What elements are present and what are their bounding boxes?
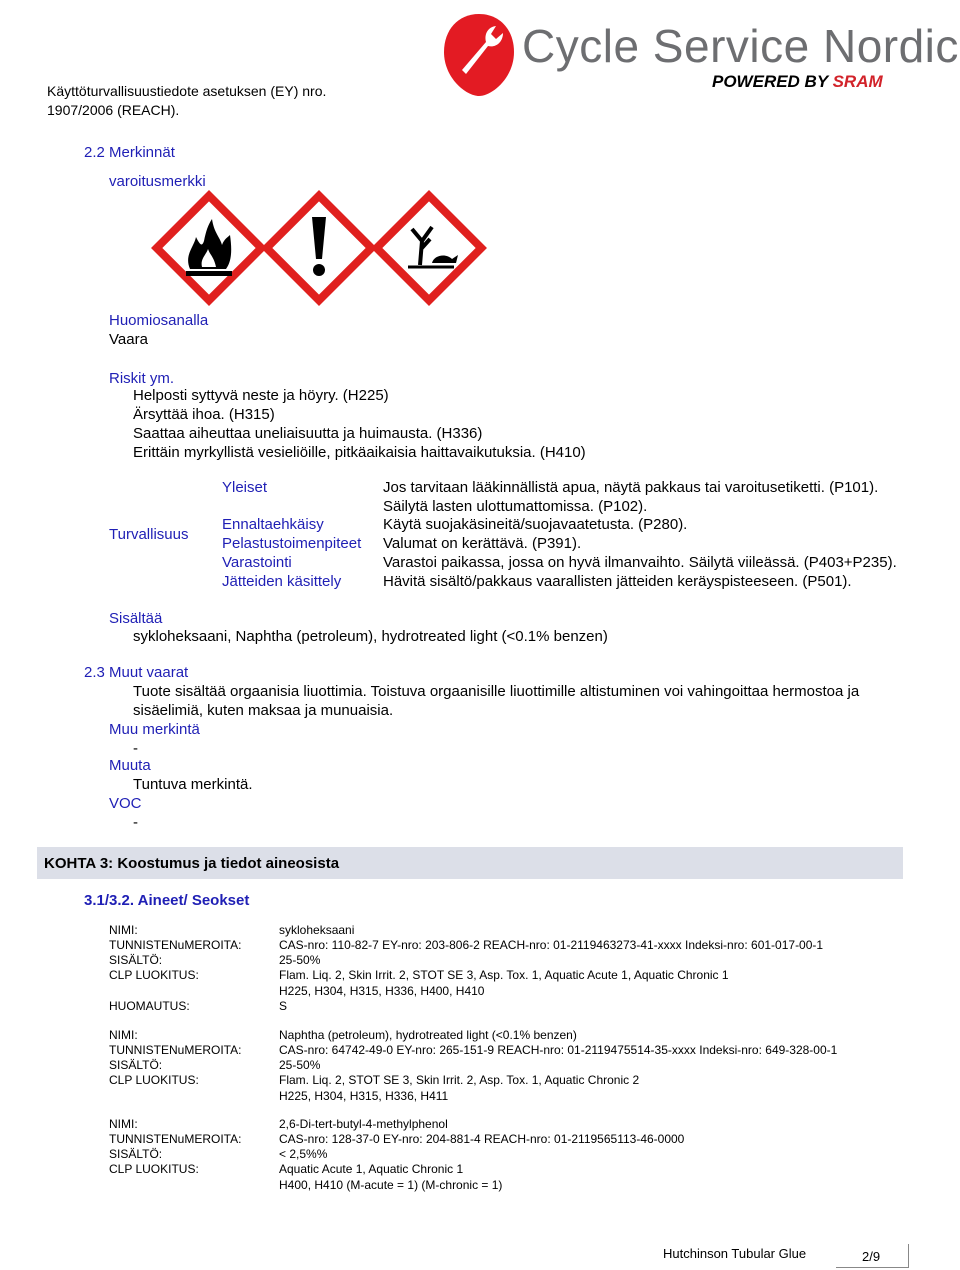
contains-label: Sisältää [109, 610, 163, 627]
ingredient-field-value: CAS-nro: 110-82-7 EY-nro: 203-806-2 REACH-nro: 01-2119463273-41-xxxx Indeksi-nro: 601-017-00-1 [279, 938, 824, 952]
ingredient-field-label: SISÄLTÖ: [109, 1058, 163, 1072]
footer-product-name: Hutchinson Tubular Glue [663, 1246, 807, 1261]
ingredient-field-value: CAS-nro: 128-37-0 EY-nro: 204-881-4 REACH-nro: 01-2119565113-46-0000 [279, 1132, 685, 1146]
ingredient-field-label: SISÄLTÖ: [109, 953, 163, 967]
exclamation-icon [260, 189, 378, 307]
safety-statement: Valumat on kerättävä. (P391). [383, 535, 582, 552]
misc-value: Tuntuva merkintä. [133, 776, 253, 793]
ingredient-field-label: TUNNISTENuMEROITA: [109, 1043, 242, 1057]
safety-statement: Käytä suojakäsineitä/suojavaatetusta. (P280). [383, 516, 688, 533]
ingredient-field-value: 25-50% [279, 1058, 321, 1072]
ingredient-field-value: H225, H304, H315, H336, H400, H410 [279, 984, 485, 998]
safety-statement: Jos tarvitaan lääkinnällistä apua, näytä pakkaus tai varoitusetiketti. (P101). [383, 479, 879, 496]
ingredient-field-label: CLP LUOKITUS: [109, 968, 199, 982]
ingredient-field-value: Flam. Liq. 2, STOT SE 3, Skin Irrit. 2, Asp. Tox. 1, Aquatic Chronic 2 [279, 1073, 640, 1087]
ingredient-field-label: CLP LUOKITUS: [109, 1162, 199, 1176]
ingredient-field-label: NIMI: [109, 923, 138, 937]
ingredient-field-value: H225, H304, H315, H336, H411 [279, 1089, 449, 1103]
ingredient-field-value: 25-50% [279, 953, 321, 967]
section-3-header [37, 847, 903, 879]
wrench-logo-icon [442, 12, 516, 98]
section-2-3-title: 2.3 Muut vaarat [84, 664, 189, 681]
ingredient-field-label: HUOMAUTUS: [109, 999, 190, 1013]
other-hazards-text: sisäelimiä, kuten maksaa ja munuaisia. [133, 702, 394, 719]
logo-tagline-prefix: POWERED BY [712, 72, 833, 91]
document-header [47, 82, 326, 120]
safety-label: Turvallisuus [109, 526, 189, 543]
ingredient-field-value: H400, H410 (M-acute = 1) (M-chronic = 1) [279, 1178, 503, 1192]
ingredient-field-label: SISÄLTÖ: [109, 1147, 163, 1161]
section-2-2-title: 2.2 Merkinnät [84, 144, 175, 161]
ingredient-field-label: CLP LUOKITUS: [109, 1073, 199, 1087]
safety-statement: Säilytä lasten ulottumattomissa. (P102). [383, 498, 648, 515]
hazard-pictograms [150, 185, 490, 315]
safety-category: Yleiset [222, 479, 268, 496]
logo-tagline [712, 72, 883, 92]
risks-label: Riskit ym. [109, 370, 174, 387]
safety-category: Ennaltaehkäisy [222, 516, 324, 533]
other-marking-label: Muu merkintä [109, 721, 200, 738]
risk-statement: Saattaa aiheuttaa uneliaisuutta ja huimausta. (H336) [133, 425, 483, 442]
voc-value: - [133, 814, 138, 831]
ingredient-field-label: NIMI: [109, 1028, 138, 1042]
ingredient-field-value: sykloheksaani [279, 923, 355, 937]
safety-category: Pelastustoimenpiteet [222, 535, 362, 552]
environment-icon [370, 189, 488, 307]
ingredient-field-label: TUNNISTENuMEROITA: [109, 1132, 242, 1146]
risk-statement: Helposti syttyvä neste ja höyry. (H225) [133, 387, 389, 404]
logo-tagline-brand: SRAM [832, 72, 883, 91]
ingredients-list [0, 923, 960, 1223]
section-3-title: KOHTA 3: Koostumus ja tiedot aineosista [44, 855, 340, 872]
risk-statement: Ärsyttää ihoa. (H315) [133, 406, 275, 423]
contains-value: sykloheksaani, Naphtha (petroleum), hydrotreated light (<0.1% benzen) [133, 628, 608, 645]
flame-icon [150, 189, 268, 307]
signal-word-label: Huomiosanalla [109, 312, 209, 329]
ingredient-field-value: Aquatic Acute 1, Aquatic Chronic 1 [279, 1162, 464, 1176]
ingredient-field-value: 2,6-Di-tert-butyl-4-methylphenol [279, 1117, 448, 1131]
safety-category: Varastointi [222, 554, 292, 571]
ingredient-field-value: < 2,5%% [279, 1147, 328, 1161]
ingredient-field-label: TUNNISTENuMEROITA: [109, 938, 242, 952]
footer-page-number: 2/9 [862, 1249, 881, 1264]
voc-label: VOC [109, 795, 142, 812]
ingredient-field-value: CAS-nro: 64742-49-0 EY-nro: 265-151-9 REACH-nro: 01-2119475514-35-xxxx Indeksi-nro: 649-328-00-1 [279, 1043, 838, 1057]
ingredient-field-label: NIMI: [109, 1117, 138, 1131]
ingredient-field-value: Naphtha (petroleum), hydrotreated light (<0.1% benzen) [279, 1028, 577, 1042]
header-line-2: 1907/2006 (REACH). [47, 102, 180, 118]
section-3-1-title: 3.1/3.2. Aineet/ Seokset [84, 892, 250, 909]
signal-word-value: Vaara [109, 331, 148, 348]
header-line-1: Käyttöturvallisuustiedote asetuksen (EY) nro. [47, 83, 327, 99]
safety-statement: Varastoi paikassa, jossa on hyvä ilmanvaihto. Säilytä viileässä. (P403+P235). [383, 554, 897, 571]
ingredient-field-value: Flam. Liq. 2, Skin Irrit. 2, STOT SE 3, Asp. Tox. 1, Aquatic Acute 1, Aquatic Chronic 1 [279, 968, 729, 982]
risk-statement: Erittäin myrkyllistä vesieliöille, pitkäaikaisia haittavaikutuksia. (H410) [133, 444, 586, 461]
ingredient-field-value: S [279, 999, 288, 1013]
safety-category: Jätteiden käsittely [222, 573, 342, 590]
pictogram-label: varoitusmerkki [109, 173, 206, 190]
logo-name: Cycle Service Nordic [522, 20, 959, 72]
other-hazards-text: Tuote sisältää orgaanisia liuottimia. Toistuva orgaanisille liuottimille altistuminen voi vahingoittaa hermostoa ja [133, 683, 860, 700]
safety-statement: Hävitä sisältö/pakkaus vaarallisten jätteiden keräyspisteeseen. (P501). [383, 573, 852, 590]
misc-label: Muuta [109, 757, 151, 774]
other-marking-value: - [133, 740, 138, 757]
